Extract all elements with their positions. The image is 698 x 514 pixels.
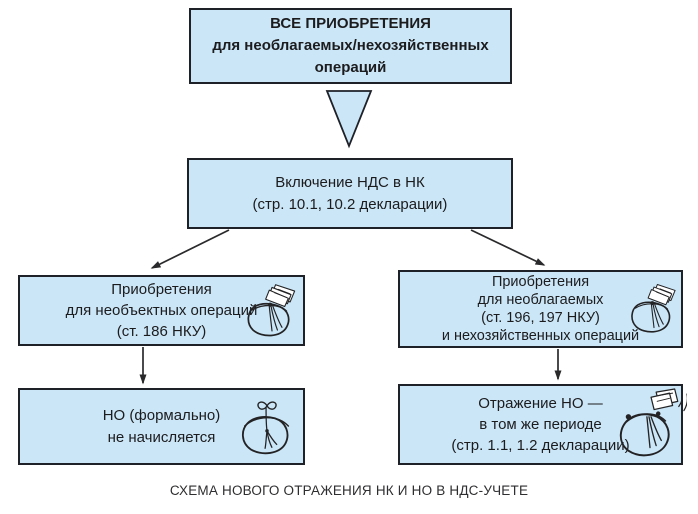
arrow-include-to-mid-right — [471, 230, 544, 265]
node-no-tax-liability — [18, 388, 305, 465]
purse-with-banknotes-icon — [243, 280, 301, 342]
node-text-line: (стр. 1.1, 1.2 декларации) — [451, 437, 630, 454]
node-text-line: в том же периоде — [479, 416, 602, 433]
node-non-object-operations — [18, 275, 305, 346]
node-text-line: и нехозяйственных операций — [441, 328, 640, 344]
diagram-caption: СХЕМА НОВОГО ОТРАЖЕНИЯ НК И НО В НДС-УЧЕТЕ — [169, 483, 529, 498]
node-text-line: для необъектных операций — [65, 302, 258, 319]
node-text-line: Приобретения — [111, 281, 212, 298]
node-all-acquisitions — [189, 8, 512, 84]
node-text-line: Приобретения — [491, 274, 590, 290]
node-text-line: Включение НДС в НК — [275, 173, 425, 191]
closed-purse-icon — [237, 396, 299, 458]
node-text-line: (стр. 10.1, 10.2 декларации) — [252, 195, 448, 213]
node-text-line: для необлагаемых — [477, 292, 604, 308]
node-text-line: (ст. 196, 197 НКУ) — [481, 310, 600, 326]
arrow-include-to-mid-left — [152, 230, 229, 268]
node-tax-liability-same-period — [398, 384, 683, 465]
purse-money-flying-icon — [613, 388, 687, 462]
node-text-line: для необлагаемых/нехозяйственных — [212, 37, 489, 54]
node-vat-included-in-tax-credit — [187, 158, 513, 229]
funnel-arrow — [327, 91, 371, 146]
node-text-line: операций — [314, 59, 387, 76]
node-text-line: ВСЕ ПРИОБРЕТЕНИЯ — [270, 15, 431, 32]
purse-with-banknotes-icon — [627, 274, 681, 344]
node-text-line: НО (формально) — [102, 406, 221, 424]
node-exempt-and-nonbusiness-operations — [398, 270, 683, 348]
node-text-line: (ст. 186 НКУ) — [116, 323, 207, 340]
node-text-line: не начисляется — [107, 428, 216, 446]
node-text-line: Отражение НО — — [478, 395, 603, 412]
